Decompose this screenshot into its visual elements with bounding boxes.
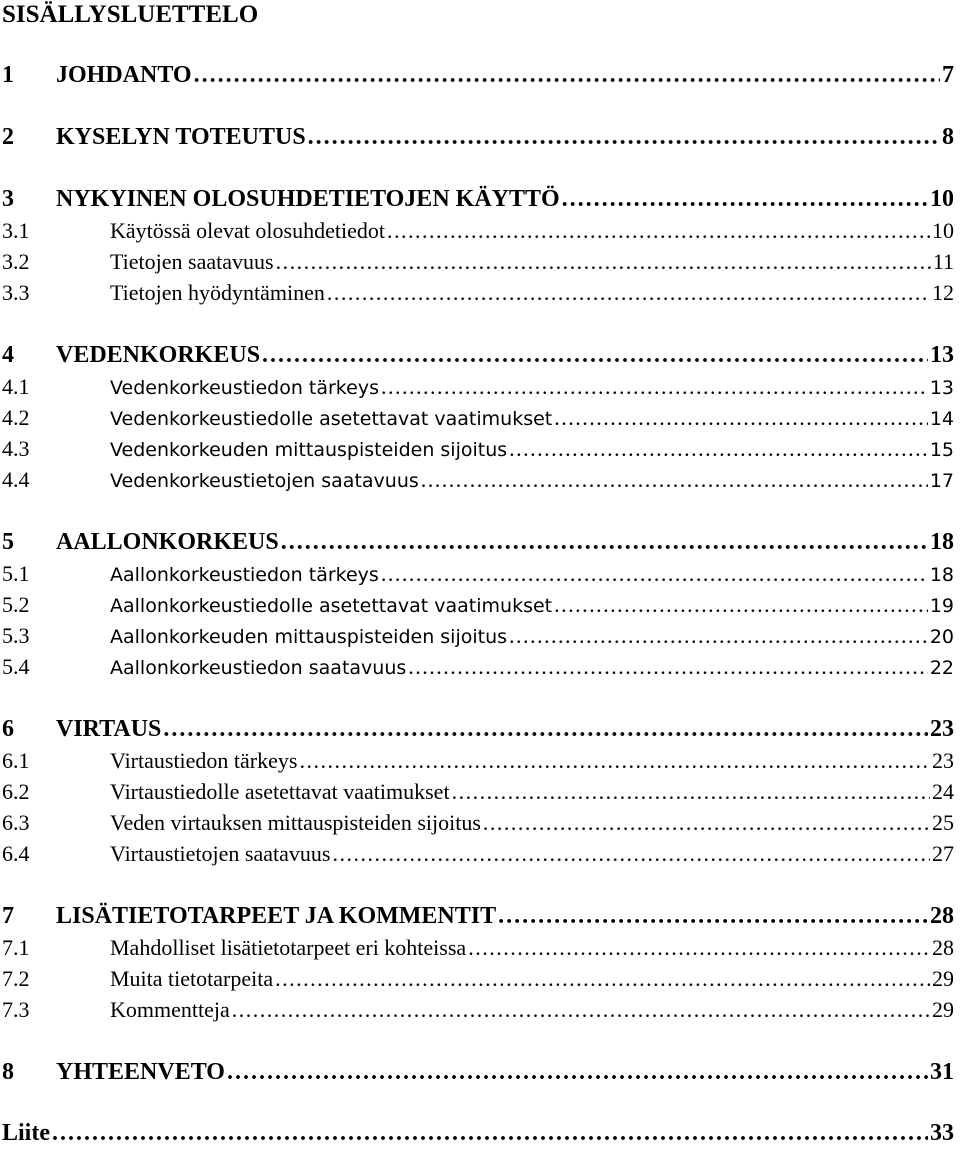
toc-dot-leader — [387, 218, 930, 244]
toc-dot-leader — [468, 935, 930, 961]
toc-dot-leader — [381, 374, 928, 400]
toc-entry-number: 4.3 — [2, 436, 30, 461]
toc-dot-leader — [498, 903, 928, 930]
toc-dot-leader — [421, 467, 928, 493]
toc-entry-number: 6.3 — [2, 810, 30, 835]
toc-entry-number: 3 — [2, 186, 14, 212]
toc-entry-number: 7.3 — [2, 997, 30, 1022]
toc-entry-page: 15 — [929, 439, 954, 461]
toc-entry-7[interactable] — [0, 903, 960, 933]
toc-entry-5[interactable] — [0, 529, 960, 559]
toc-dot-leader — [262, 342, 928, 369]
toc-entry-6[interactable] — [0, 716, 960, 746]
toc-entry-number: 4.1 — [2, 374, 30, 399]
toc-entry-title: Aallonkorkeustiedolle asetettavat vaatimukset — [110, 595, 553, 617]
toc-entry-number: 6.2 — [2, 779, 30, 804]
toc-entry-6-2[interactable] — [0, 779, 960, 809]
toc-entry-page: 10 — [932, 218, 954, 243]
toc-entry-title: Virtaustietojen saatavuus — [110, 841, 331, 866]
toc-entry-page: 19 — [929, 595, 954, 617]
toc-entry-number: 5.4 — [2, 654, 30, 679]
toc-entry-title: Tietojen hyödyntäminen — [110, 280, 325, 305]
toc-entry-page: 12 — [932, 280, 954, 305]
toc-dot-leader — [281, 529, 928, 556]
toc-entry-page: 27 — [932, 841, 954, 866]
toc-entry-title: Virtaustiedon tärkeys — [110, 748, 298, 773]
toc-entry-title: Vedenkorkeustiedolle asetettavat vaatimukset — [110, 408, 553, 430]
toc-entry-page: 24 — [932, 779, 954, 804]
toc-entry-title: VEDENKORKEUS — [56, 342, 261, 368]
toc-entry-3-2[interactable] — [0, 249, 960, 279]
toc-entry-page: 25 — [932, 810, 954, 835]
toc-entry-number: 3.1 — [2, 218, 30, 243]
toc-entry-number: 4 — [2, 342, 14, 368]
toc-entry-8[interactable] — [0, 1059, 960, 1089]
toc-entry-title: Vedenkorkeustiedon tärkeys — [110, 377, 379, 399]
toc-dot-leader — [308, 124, 940, 151]
toc-entry-7-3[interactable] — [0, 997, 960, 1027]
toc-dot-leader — [227, 1059, 928, 1086]
toc-dot-leader — [452, 779, 930, 805]
toc-entry-title: YHTEENVETO — [56, 1059, 225, 1085]
toc-dot-leader — [562, 186, 928, 213]
toc-entry-number: 6.1 — [2, 748, 30, 773]
toc-dot-leader — [509, 623, 928, 649]
toc-entry-page: 28 — [930, 903, 954, 929]
toc-entry-5-1[interactable] — [0, 561, 960, 591]
toc-entry-title: Mahdolliset lisätietotarpeet eri kohteissa — [110, 935, 467, 960]
toc-dot-leader — [194, 62, 940, 89]
toc-dot-leader — [299, 748, 930, 774]
toc-entry-page: 14 — [929, 408, 954, 430]
toc-entry-4-1[interactable] — [0, 374, 960, 404]
toc-entry-title: Veden virtauksen mittauspisteiden sijoitus — [110, 810, 481, 835]
toc-entry-4-3[interactable] — [0, 436, 960, 466]
toc-entry-title: NYKYINEN OLOSUHDETIETOJEN KÄYTTÖ — [56, 186, 560, 212]
toc-dot-leader — [327, 280, 930, 306]
toc-entry-7-1[interactable] — [0, 935, 960, 965]
toc-entry-4-2[interactable] — [0, 405, 960, 435]
toc-entry-page: 13 — [930, 342, 954, 368]
toc-entry-6-3[interactable] — [0, 810, 960, 840]
toc-entry-page: 29 — [932, 966, 954, 991]
toc-heading: SISÄLLYSLUETTELO — [2, 1, 259, 28]
toc-entry-6-4[interactable] — [0, 841, 960, 871]
toc-entry-3-1[interactable] — [0, 218, 960, 248]
toc-entry-number: 5 — [2, 529, 14, 555]
toc-entry-6-1[interactable] — [0, 748, 960, 778]
toc-entry-page: 31 — [930, 1059, 954, 1085]
toc-entry-title: Tietojen saatavuus — [110, 249, 274, 274]
toc-entry-page: 11 — [932, 249, 954, 274]
toc-entry-title: Aallonkorkeuden mittauspisteiden sijoitus — [110, 626, 508, 648]
toc-entry-page: 7 — [942, 62, 954, 88]
toc-entry-title: Vedenkorkeustietojen saatavuus — [110, 470, 419, 492]
toc-entry-5-3[interactable] — [0, 623, 960, 653]
toc-entry-page: 22 — [929, 657, 954, 679]
toc-entry-number: 4.2 — [2, 405, 30, 430]
toc-entry-number: 7 — [2, 903, 14, 929]
toc-entry-title: Aallonkorkeustiedon saatavuus — [110, 657, 407, 679]
toc-dot-leader — [332, 841, 930, 867]
toc-entry-2[interactable] — [0, 124, 960, 154]
toc-entry-title: Aallonkorkeustiedon tärkeys — [110, 564, 379, 586]
toc-dot-leader — [554, 405, 928, 431]
toc-entry-title: VIRTAUS — [56, 716, 162, 742]
toc-entry-number: 7.2 — [2, 966, 30, 991]
toc-entry-page: 18 — [929, 564, 954, 586]
toc-dot-leader — [52, 1120, 928, 1147]
toc-entry-4[interactable] — [0, 342, 960, 372]
toc-entry-title: LISÄTIETOTARPEET JA KOMMENTIT — [56, 903, 497, 929]
toc-entry-page: 29 — [932, 997, 954, 1022]
toc-entry-number: 5.1 — [2, 561, 30, 586]
toc-entry-title: Kommentteja — [110, 997, 230, 1022]
toc-entry-page: 18 — [930, 529, 954, 555]
toc-entry-page: 23 — [930, 716, 954, 742]
toc-entry-title: JOHDANTO — [56, 62, 192, 88]
toc-entry-number: 5.2 — [2, 592, 30, 617]
toc-dot-leader — [408, 654, 928, 680]
toc-entry-5-4[interactable] — [0, 654, 960, 684]
toc-entry-page: 28 — [932, 935, 954, 960]
toc-entry-page: 20 — [929, 626, 954, 648]
toc-dot-leader — [275, 966, 930, 992]
toc-entry-4-4[interactable] — [0, 467, 960, 497]
toc-entry-number: 6 — [2, 716, 14, 742]
toc-dot-leader — [381, 561, 928, 587]
toc-entry-number: 8 — [2, 1059, 14, 1085]
toc-entry-title: Muita tietotarpeita — [110, 966, 274, 991]
toc-dot-leader — [554, 592, 928, 618]
toc-dot-leader — [232, 997, 930, 1023]
toc-entry-3-3[interactable] — [0, 280, 960, 310]
toc-entry-title: Virtaustiedolle asetettavat vaatimukset — [110, 779, 450, 804]
toc-entry-number: 1 — [2, 62, 14, 88]
toc-entry-page: 8 — [942, 124, 954, 150]
toc-entry-number: 2 — [2, 124, 14, 150]
toc-entry-5-2[interactable] — [0, 592, 960, 622]
toc-entry-number: 5.3 — [2, 623, 30, 648]
toc-entry-number: 7.1 — [2, 935, 30, 960]
toc-entry-number: 3.2 — [2, 249, 30, 274]
toc-entry-title: KYSELYN TOTEUTUS — [56, 124, 306, 150]
toc-entry-title: Vedenkorkeuden mittauspisteiden sijoitus — [110, 439, 508, 461]
toc-entry-number: 4.4 — [2, 467, 30, 492]
toc-entry-number: 3.3 — [2, 280, 30, 305]
toc-entry-page: 10 — [930, 186, 954, 212]
toc-dot-leader — [163, 716, 928, 743]
toc-entry-title: AALLONKORKEUS — [56, 529, 279, 555]
toc-dot-leader — [509, 436, 928, 462]
toc-entry-page: 33 — [930, 1120, 954, 1146]
toc-dot-leader — [276, 249, 931, 275]
toc-dot-leader — [483, 810, 930, 836]
toc-entry-number: 6.4 — [2, 841, 30, 866]
toc-entry-page: 13 — [929, 377, 954, 399]
toc-entry-7-2[interactable] — [0, 966, 960, 996]
toc-entry-title: Käytössä olevat olosuhdetiedot — [110, 218, 385, 243]
toc-entry-title: Liite — [2, 1120, 50, 1146]
toc-entry-page: 23 — [932, 748, 954, 773]
toc-entry-1[interactable] — [0, 62, 960, 92]
toc-entry-page: 17 — [929, 470, 954, 492]
toc-entry-3[interactable] — [0, 186, 960, 216]
